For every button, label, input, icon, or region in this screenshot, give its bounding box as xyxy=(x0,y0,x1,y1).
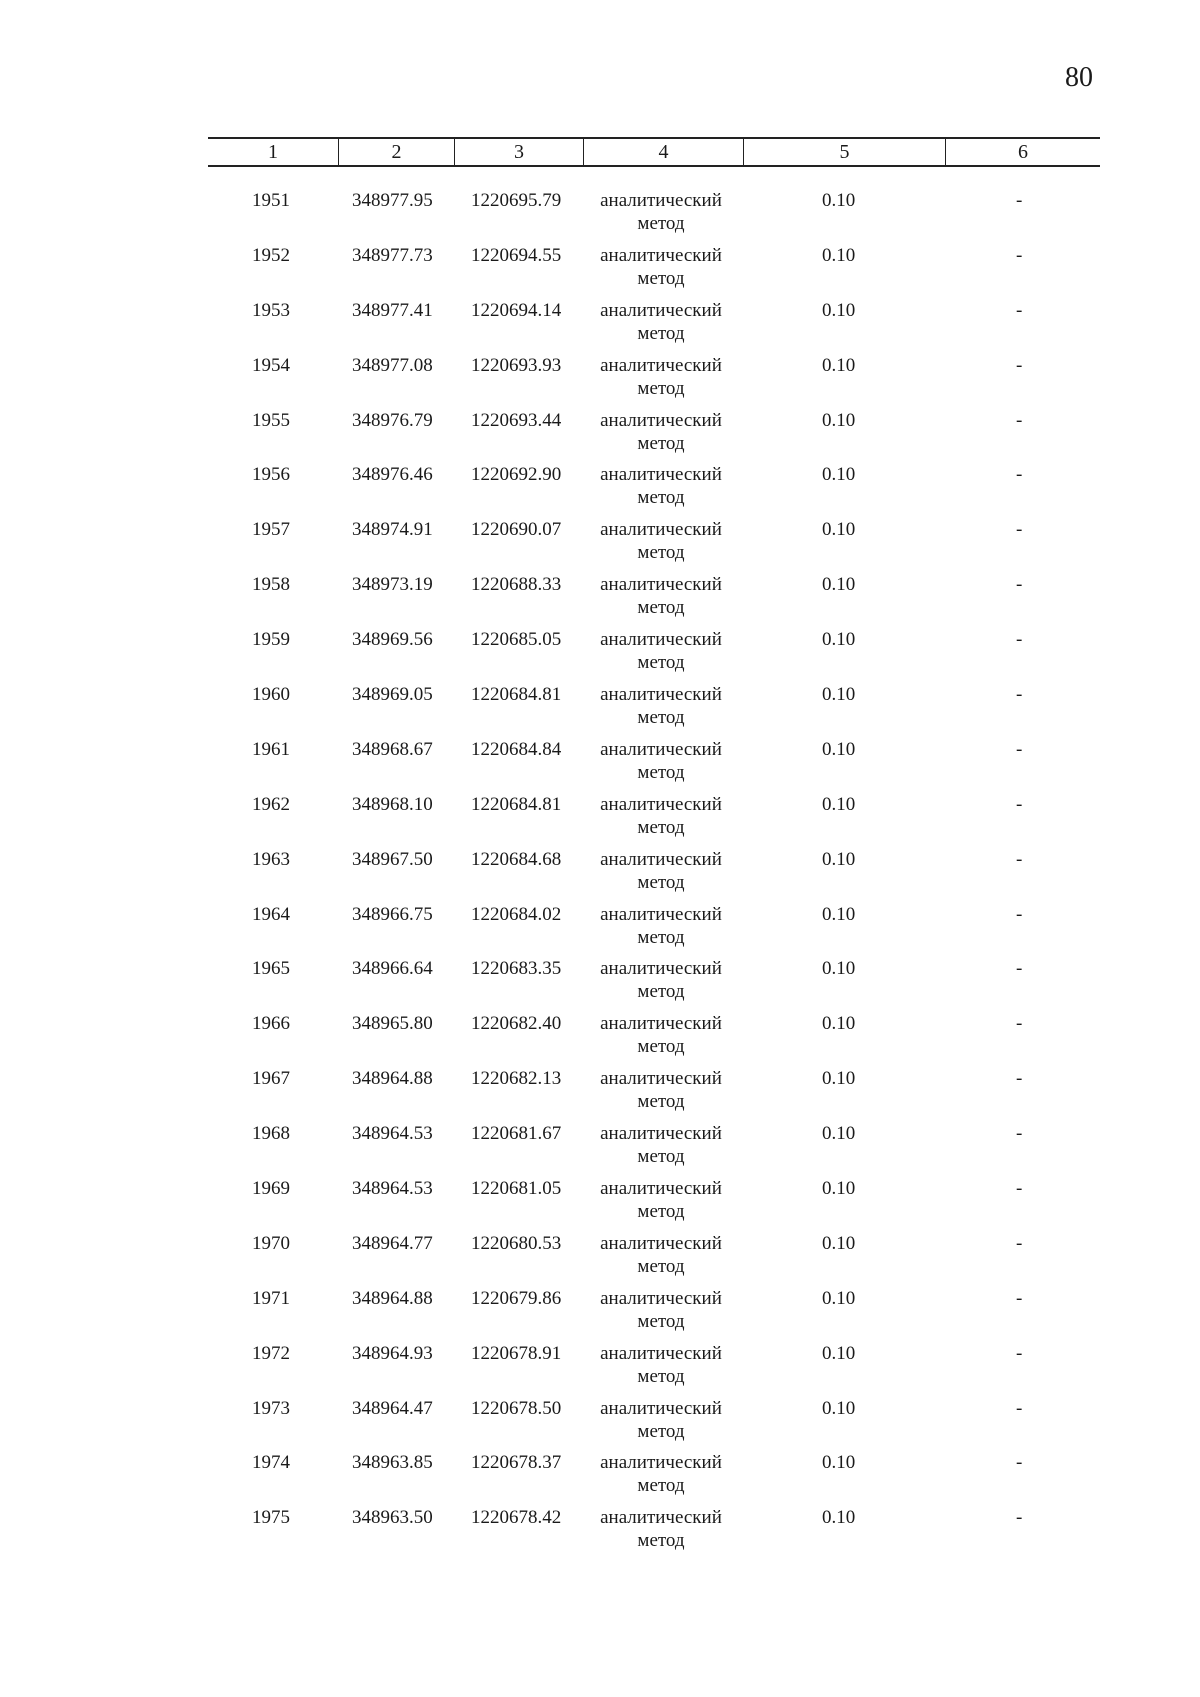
table-row xyxy=(0,957,1200,1012)
error-cell: 0.10 xyxy=(822,1287,856,1309)
x-coordinate-cell: 348968.67 xyxy=(352,738,433,760)
error-cell: 0.10 xyxy=(822,1507,856,1529)
table-row xyxy=(0,1122,1200,1177)
x-coordinate-cell: 348968.10 xyxy=(352,793,433,815)
x-coordinate-cell: 348963.50 xyxy=(352,1507,433,1529)
error-cell: 0.10 xyxy=(822,519,856,541)
table-row xyxy=(0,463,1200,518)
page-number: 80 xyxy=(1065,62,1093,93)
table-row xyxy=(0,409,1200,464)
y-coordinate-cell: 1220694.14 xyxy=(471,299,562,321)
point-number-cell: 1973 xyxy=(252,1397,290,1419)
y-coordinate-cell: 1220681.67 xyxy=(471,1123,562,1145)
table-row xyxy=(0,1287,1200,1342)
note-cell: - xyxy=(1016,464,1023,486)
point-number-cell: 1956 xyxy=(252,464,290,486)
table-row xyxy=(0,1012,1200,1067)
table-row xyxy=(0,738,1200,793)
y-coordinate-cell: 1220682.40 xyxy=(471,1013,562,1035)
error-cell: 0.10 xyxy=(822,1068,856,1090)
method-cell: аналитический метод xyxy=(600,1287,722,1332)
error-cell: 0.10 xyxy=(822,1013,856,1035)
error-cell: 0.10 xyxy=(822,738,856,760)
method-cell: аналитический метод xyxy=(600,464,722,509)
y-coordinate-cell: 1220684.84 xyxy=(471,738,562,760)
error-cell: 0.10 xyxy=(822,190,856,211)
y-coordinate-cell: 1220693.93 xyxy=(471,354,562,376)
point-number-cell: 1962 xyxy=(252,793,290,815)
note-cell: - xyxy=(1016,244,1023,266)
method-cell: аналитический метод xyxy=(600,409,722,454)
note-cell: - xyxy=(1016,1068,1023,1090)
point-number-cell: 1969 xyxy=(252,1178,290,1200)
column-header-2: 2 xyxy=(391,141,402,163)
error-cell: 0.10 xyxy=(822,1232,856,1254)
error-cell: 0.10 xyxy=(822,244,856,266)
method-cell: аналитический метод xyxy=(600,1452,722,1497)
point-number-cell: 1964 xyxy=(252,903,290,925)
method-cell: аналитический метод xyxy=(600,1342,722,1387)
note-cell: - xyxy=(1016,793,1023,815)
note-cell: - xyxy=(1016,299,1023,321)
x-coordinate-cell: 348964.88 xyxy=(352,1068,433,1090)
y-coordinate-cell: 1220688.33 xyxy=(471,574,562,596)
note-cell: - xyxy=(1016,848,1023,870)
y-coordinate-cell: 1220683.35 xyxy=(471,958,562,980)
x-coordinate-cell: 348964.53 xyxy=(352,1123,433,1145)
note-cell: - xyxy=(1016,1397,1023,1419)
method-cell: аналитический метод xyxy=(600,684,722,729)
x-coordinate-cell: 348967.50 xyxy=(352,848,433,870)
error-cell: 0.10 xyxy=(822,903,856,925)
error-cell: 0.10 xyxy=(822,1123,856,1145)
note-cell: - xyxy=(1016,1013,1023,1035)
note-cell: - xyxy=(1016,1507,1023,1529)
note-cell: - xyxy=(1016,903,1023,925)
note-cell: - xyxy=(1016,1232,1023,1254)
note-cell: - xyxy=(1016,1178,1023,1200)
note-cell: - xyxy=(1016,574,1023,596)
column-header-3: 3 xyxy=(514,141,524,163)
x-coordinate-cell: 348964.47 xyxy=(352,1397,433,1419)
point-number-cell: 1958 xyxy=(252,574,290,596)
table-row xyxy=(0,573,1200,628)
point-number-cell: 1966 xyxy=(252,1013,290,1035)
point-number-cell: 1970 xyxy=(252,1232,290,1254)
note-cell: - xyxy=(1016,684,1023,706)
note-cell: - xyxy=(1016,1287,1023,1309)
error-cell: 0.10 xyxy=(822,574,856,596)
table-row xyxy=(0,1397,1200,1452)
x-coordinate-cell: 348966.64 xyxy=(352,958,433,980)
y-coordinate-cell: 1220682.13 xyxy=(471,1068,562,1090)
table-row xyxy=(0,848,1200,903)
method-cell: аналитический метод xyxy=(600,574,722,619)
note-cell: - xyxy=(1016,629,1023,651)
method-cell: аналитический метод xyxy=(600,244,722,289)
y-coordinate-cell: 1220684.81 xyxy=(471,793,562,815)
x-coordinate-cell: 348966.75 xyxy=(352,903,433,925)
x-coordinate-cell: 348963.85 xyxy=(352,1452,433,1474)
y-coordinate-cell: 1220685.05 xyxy=(471,629,562,651)
error-cell: 0.10 xyxy=(822,354,856,376)
method-cell: аналитический метод xyxy=(600,1123,722,1168)
x-coordinate-cell: 348964.77 xyxy=(352,1232,433,1254)
x-coordinate-cell: 348974.91 xyxy=(352,519,433,541)
point-number-cell: 1961 xyxy=(252,738,290,760)
table-row xyxy=(0,354,1200,409)
error-cell: 0.10 xyxy=(822,1452,856,1474)
note-cell: - xyxy=(1016,1452,1023,1474)
y-coordinate-cell: 1220684.81 xyxy=(471,684,562,706)
table-row xyxy=(0,1506,1200,1561)
point-number-cell: 1955 xyxy=(252,409,290,431)
table-row xyxy=(0,1177,1200,1232)
y-coordinate-cell: 1220684.02 xyxy=(471,903,562,925)
method-cell: аналитический метод xyxy=(600,1178,722,1223)
method-cell: аналитический метод xyxy=(600,629,722,674)
y-coordinate-cell: 1220678.42 xyxy=(471,1507,562,1529)
method-cell: аналитический метод xyxy=(600,1013,722,1058)
column-header-4: 4 xyxy=(658,141,669,163)
error-cell: 0.10 xyxy=(822,1397,856,1419)
note-cell: - xyxy=(1016,1342,1023,1364)
error-cell: 0.10 xyxy=(822,299,856,321)
y-coordinate-cell: 1220684.68 xyxy=(471,848,562,870)
point-number-cell: 1965 xyxy=(252,958,290,980)
y-coordinate-cell: 1220680.53 xyxy=(471,1232,562,1254)
method-cell: аналитический метод xyxy=(600,848,722,893)
point-number-cell: 1954 xyxy=(252,354,290,376)
x-coordinate-cell: 348973.19 xyxy=(352,574,433,596)
x-coordinate-cell: 348965.80 xyxy=(352,1013,433,1035)
x-coordinate-cell: 348977.08 xyxy=(352,354,433,376)
y-coordinate-cell: 1220681.05 xyxy=(471,1178,562,1200)
point-number-cell: 1975 xyxy=(252,1507,290,1529)
table-row xyxy=(0,793,1200,848)
point-number-cell: 1957 xyxy=(252,519,290,541)
y-coordinate-cell: 1220678.37 xyxy=(471,1452,562,1474)
note-cell: - xyxy=(1016,1123,1023,1145)
point-number-cell: 1963 xyxy=(252,848,290,870)
y-coordinate-cell: 1220678.91 xyxy=(471,1342,562,1364)
method-cell: аналитический метод xyxy=(600,299,722,344)
error-cell: 0.10 xyxy=(822,1342,856,1364)
method-cell: аналитический метод xyxy=(600,793,722,838)
x-coordinate-cell: 348969.05 xyxy=(352,684,433,706)
x-coordinate-cell: 348969.56 xyxy=(352,629,433,651)
note-cell: - xyxy=(1016,190,1023,211)
x-coordinate-cell: 348964.93 xyxy=(352,1342,433,1364)
point-number-cell: 1968 xyxy=(252,1123,290,1145)
point-number-cell: 1953 xyxy=(252,299,290,321)
x-coordinate-cell: 348964.88 xyxy=(352,1287,433,1309)
method-cell: аналитический метод xyxy=(600,1397,722,1442)
point-number-cell: 1951 xyxy=(252,190,290,211)
note-cell: - xyxy=(1016,354,1023,376)
table-row xyxy=(0,628,1200,683)
y-coordinate-cell: 1220690.07 xyxy=(471,519,562,541)
method-cell: аналитический метод xyxy=(600,1068,722,1113)
method-cell: аналитический метод xyxy=(600,354,722,399)
x-coordinate-cell: 348976.79 xyxy=(352,409,433,431)
method-cell: аналитический метод xyxy=(600,958,722,1003)
table-row xyxy=(0,1451,1200,1506)
table-row xyxy=(0,244,1200,299)
column-header-5: 5 xyxy=(839,141,850,163)
y-coordinate-cell: 1220694.55 xyxy=(471,244,562,266)
point-number-cell: 1972 xyxy=(252,1342,290,1364)
x-coordinate-cell: 348964.53 xyxy=(352,1178,433,1200)
method-cell: аналитический метод xyxy=(600,519,722,564)
table-row xyxy=(0,299,1200,354)
error-cell: 0.10 xyxy=(822,793,856,815)
x-coordinate-cell: 348977.95 xyxy=(352,190,433,211)
error-cell: 0.10 xyxy=(822,409,856,431)
point-number-cell: 1967 xyxy=(252,1068,290,1090)
x-coordinate-cell: 348977.73 xyxy=(352,244,433,266)
table-row xyxy=(0,189,1200,244)
table-row xyxy=(0,1067,1200,1122)
note-cell: - xyxy=(1016,409,1023,431)
x-coordinate-cell: 348976.46 xyxy=(352,464,433,486)
note-cell: - xyxy=(1016,958,1023,980)
table-header xyxy=(208,137,1100,167)
column-header-1: 1 xyxy=(268,141,278,163)
y-coordinate-cell: 1220679.86 xyxy=(471,1287,562,1309)
method-cell: аналитический метод xyxy=(600,1232,722,1277)
table-row xyxy=(0,518,1200,573)
method-cell: аналитический метод xyxy=(600,1507,722,1552)
point-number-cell: 1952 xyxy=(252,244,290,266)
point-number-cell: 1960 xyxy=(252,684,290,706)
note-cell: - xyxy=(1016,738,1023,760)
error-cell: 0.10 xyxy=(822,629,856,651)
note-cell: - xyxy=(1016,519,1023,541)
table-row xyxy=(0,1232,1200,1287)
y-coordinate-cell: 1220678.50 xyxy=(471,1397,562,1419)
error-cell: 0.10 xyxy=(822,464,856,486)
error-cell: 0.10 xyxy=(822,958,856,980)
column-header-6: 6 xyxy=(1018,141,1028,163)
y-coordinate-cell: 1220695.79 xyxy=(471,190,562,211)
point-number-cell: 1959 xyxy=(252,629,290,651)
error-cell: 0.10 xyxy=(822,848,856,870)
table-row xyxy=(0,1342,1200,1397)
x-coordinate-cell: 348977.41 xyxy=(352,299,433,321)
table-row xyxy=(0,683,1200,738)
y-coordinate-cell: 1220692.90 xyxy=(471,464,562,486)
method-cell: аналитический метод xyxy=(600,903,722,948)
point-number-cell: 1974 xyxy=(252,1452,290,1474)
table-body xyxy=(0,189,1200,1561)
method-cell: аналитический метод xyxy=(600,190,722,234)
method-cell: аналитический метод xyxy=(600,738,722,783)
point-number-cell: 1971 xyxy=(252,1287,290,1309)
y-coordinate-cell: 1220693.44 xyxy=(471,409,562,431)
error-cell: 0.10 xyxy=(822,1178,856,1200)
table-row xyxy=(0,903,1200,958)
error-cell: 0.10 xyxy=(822,684,856,706)
